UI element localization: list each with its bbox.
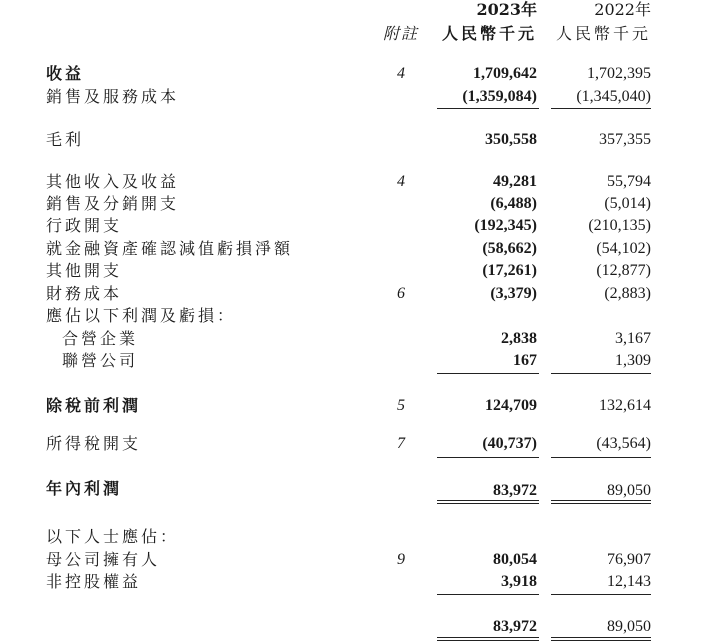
row-revenue-current: 1,709,642 [473,65,537,82]
row-finance-costs-current: (3,379) [490,285,537,302]
row-owners-of-parent-current: 80,054 [493,551,537,568]
row-other-expenses-prior: (12,877) [596,262,651,279]
row-associates-current: 167 [513,352,537,369]
double-underline-current [437,637,539,638]
row-finance-costs-note: 6 [397,285,405,302]
double-underline-prior [551,500,651,501]
row-cost-of-sales-current: (1,359,084) [462,88,537,105]
row-share-of-profits-label: 應佔以下利潤及虧損： [46,306,237,325]
row-gross-profit-current: 350,558 [485,131,537,148]
row-non-controlling-label: 非控股權益 [46,572,142,591]
row-joint-ventures-current: 2,838 [501,330,537,347]
row-cost-of-sales-label: 銷售及服務成本 [46,87,180,106]
underline-prior [551,373,651,374]
header-year-prior: 2022年 [594,0,651,19]
row-attributable-to-label: 以下人士應佔： [46,527,180,546]
row-gross-profit-prior: 357,355 [599,131,651,148]
underline-current [437,594,539,595]
row-profit-for-year-label: 年內利潤 [46,479,123,498]
row-other-income-current: 49,281 [493,173,537,190]
row-impairment-current: (58,662) [482,240,537,257]
double-underline-prior [551,640,651,641]
row-non-controlling-prior: 12,143 [607,573,651,590]
row-other-income-label: 其他收入及收益 [46,172,180,191]
row-total-prior: 89,050 [607,618,651,635]
row-selling-expenses-prior: (5,014) [604,195,651,212]
row-impairment-label: 就金融資產確認減值虧損淨額 [46,239,294,258]
row-total-current: 83,972 [493,618,537,635]
row-revenue-label: 收益 [46,64,85,83]
double-underline-current [437,503,539,504]
row-other-income-prior: 55,794 [607,173,651,190]
row-profit-before-tax-prior: 132,614 [599,397,651,414]
row-admin-expenses-current: (192,345) [474,217,537,234]
row-revenue-prior: 1,702,395 [587,65,651,82]
row-owners-of-parent-label: 母公司擁有人 [46,550,161,569]
row-other-expenses-label: 其他開支 [46,261,123,280]
row-profit-before-tax-note: 5 [397,397,405,414]
row-selling-expenses-label: 銷售及分銷開支 [46,194,180,213]
row-owners-of-parent-note: 9 [397,551,405,568]
underline-prior [551,457,651,458]
row-other-expenses-current: (17,261) [482,262,537,279]
underline-prior [551,594,651,595]
double-underline-prior [551,637,651,638]
row-profit-before-tax-label: 除稅前利潤 [46,396,142,415]
row-admin-expenses-prior: (210,135) [588,217,651,234]
row-owners-of-parent-prior: 76,907 [607,551,651,568]
header-unit-prior: 人民幣千元 [555,24,651,43]
underline-current [437,373,539,374]
underline-current [437,457,539,458]
row-cost-of-sales-prior: (1,345,040) [576,88,651,105]
underline-prior [551,108,651,109]
row-finance-costs-label: 財務成本 [46,284,123,303]
header-note-label: 附註 [383,24,420,43]
double-underline-prior [551,503,651,504]
underline-current [437,108,539,109]
header-unit-current: 人民幣千元 [441,24,537,43]
row-revenue-note: 4 [397,65,405,82]
row-income-tax-label: 所得稅開支 [46,434,142,453]
row-income-tax-note: 7 [397,435,405,452]
row-non-controlling-current: 3,918 [501,573,537,590]
row-joint-ventures-label: 合營企業 [62,329,139,348]
header-year-current: 2023年 [476,0,537,19]
row-finance-costs-prior: (2,883) [604,285,651,302]
row-associates-label: 聯營公司 [62,351,139,370]
double-underline-current [437,500,539,501]
row-impairment-prior: (54,102) [596,240,651,257]
row-profit-for-year-current: 83,972 [493,482,537,499]
row-other-income-note: 4 [397,173,405,190]
row-joint-ventures-prior: 3,167 [615,330,651,347]
row-profit-for-year-prior: 89,050 [607,482,651,499]
row-selling-expenses-current: (6,488) [490,195,537,212]
row-profit-before-tax-current: 124,709 [485,397,537,414]
double-underline-current [437,640,539,641]
row-admin-expenses-label: 行政開支 [46,216,123,235]
row-income-tax-prior: (43,564) [596,435,651,452]
row-associates-prior: 1,309 [615,352,651,369]
row-gross-profit-label: 毛利 [46,130,85,149]
row-income-tax-current: (40,737) [482,435,537,452]
